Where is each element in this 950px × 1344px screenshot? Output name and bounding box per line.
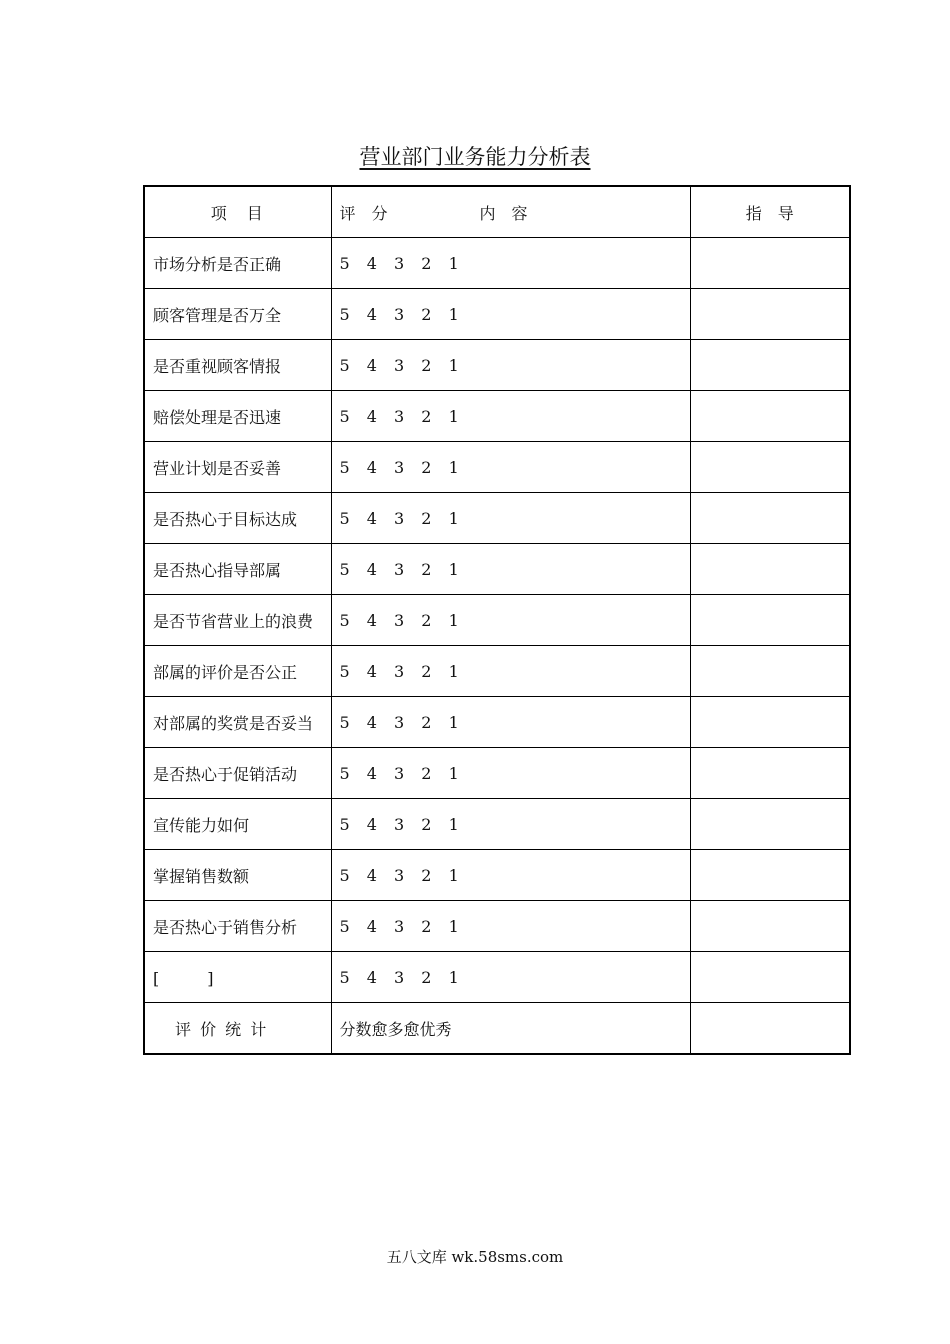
- summary-label: 评 价 统 计: [144, 1003, 331, 1055]
- row-guide: [690, 493, 850, 544]
- row-item: 营业计划是否妥善: [144, 442, 331, 493]
- row-guide: [690, 340, 850, 391]
- row-score: 5 4 3 2 1: [331, 952, 690, 1003]
- row-item: 掌握销售数额: [144, 850, 331, 901]
- row-score: 5 4 3 2 1: [331, 442, 690, 493]
- row-score: 5 4 3 2 1: [331, 340, 690, 391]
- row-item: 是否节省营业上的浪费: [144, 595, 331, 646]
- table-row: [144, 952, 850, 1003]
- table-row: [144, 391, 850, 442]
- row-score: 5 4 3 2 1: [331, 748, 690, 799]
- header-score: 评 分: [339, 203, 388, 223]
- row-item: 顾客管理是否万全: [144, 289, 331, 340]
- evaluation-table: [143, 185, 851, 1055]
- header-content: 内 容: [479, 203, 528, 223]
- header-guide: 指 导: [690, 186, 850, 238]
- row-item: 宣传能力如何: [144, 799, 331, 850]
- row-score: 5 4 3 2 1: [331, 799, 690, 850]
- row-guide: [690, 850, 850, 901]
- row-guide: [690, 544, 850, 595]
- table-header-row: [144, 186, 850, 238]
- summary-row: [144, 1003, 850, 1055]
- row-score: 5 4 3 2 1: [331, 493, 690, 544]
- row-guide: [690, 697, 850, 748]
- row-guide: [690, 289, 850, 340]
- row-guide: [690, 595, 850, 646]
- table-row: [144, 544, 850, 595]
- row-guide: [690, 442, 850, 493]
- row-score: 5 4 3 2 1: [331, 544, 690, 595]
- row-score: 5 4 3 2 1: [331, 646, 690, 697]
- header-item: 项 目: [144, 186, 331, 238]
- table-row: [144, 850, 850, 901]
- row-score: 5 4 3 2 1: [331, 697, 690, 748]
- table-row: [144, 901, 850, 952]
- page-title: 营业部门业务能力分析表: [359, 145, 591, 169]
- row-guide: [690, 799, 850, 850]
- summary-guide: [690, 1003, 850, 1055]
- row-item: 赔偿处理是否迅速: [144, 391, 331, 442]
- table-row: [144, 646, 850, 697]
- row-item: 是否热心于目标达成: [144, 493, 331, 544]
- table-row: [144, 340, 850, 391]
- table-row: [144, 493, 850, 544]
- row-item: 是否重视顾客情报: [144, 340, 331, 391]
- table-row: [144, 799, 850, 850]
- row-guide: [690, 391, 850, 442]
- row-score: 5 4 3 2 1: [331, 289, 690, 340]
- row-score: 5 4 3 2 1: [331, 238, 690, 289]
- row-guide: [690, 238, 850, 289]
- row-guide: [690, 952, 850, 1003]
- table-row: [144, 289, 850, 340]
- row-item: 市场分析是否正确: [144, 238, 331, 289]
- row-item: 对部属的奖赏是否妥当: [144, 697, 331, 748]
- row-score: 5 4 3 2 1: [331, 391, 690, 442]
- table-row: [144, 748, 850, 799]
- row-score: 5 4 3 2 1: [331, 901, 690, 952]
- row-item: 部属的评价是否公正: [144, 646, 331, 697]
- row-item: 是否热心于销售分析: [144, 901, 331, 952]
- row-score: 5 4 3 2 1: [331, 850, 690, 901]
- table-row: [144, 697, 850, 748]
- row-item: [ ]: [144, 952, 331, 1003]
- table-row: [144, 238, 850, 289]
- row-guide: [690, 646, 850, 697]
- header-score-content: [331, 186, 690, 238]
- table-row: [144, 442, 850, 493]
- row-guide: [690, 748, 850, 799]
- summary-text: 分数愈多愈优秀: [331, 1003, 690, 1055]
- row-item: 是否热心指导部属: [144, 544, 331, 595]
- row-guide: [690, 901, 850, 952]
- page-footer: 五八文库 wk.58sms.com: [386, 1248, 564, 1266]
- table-row: [144, 595, 850, 646]
- row-item: 是否热心于促销活动: [144, 748, 331, 799]
- row-score: 5 4 3 2 1: [331, 595, 690, 646]
